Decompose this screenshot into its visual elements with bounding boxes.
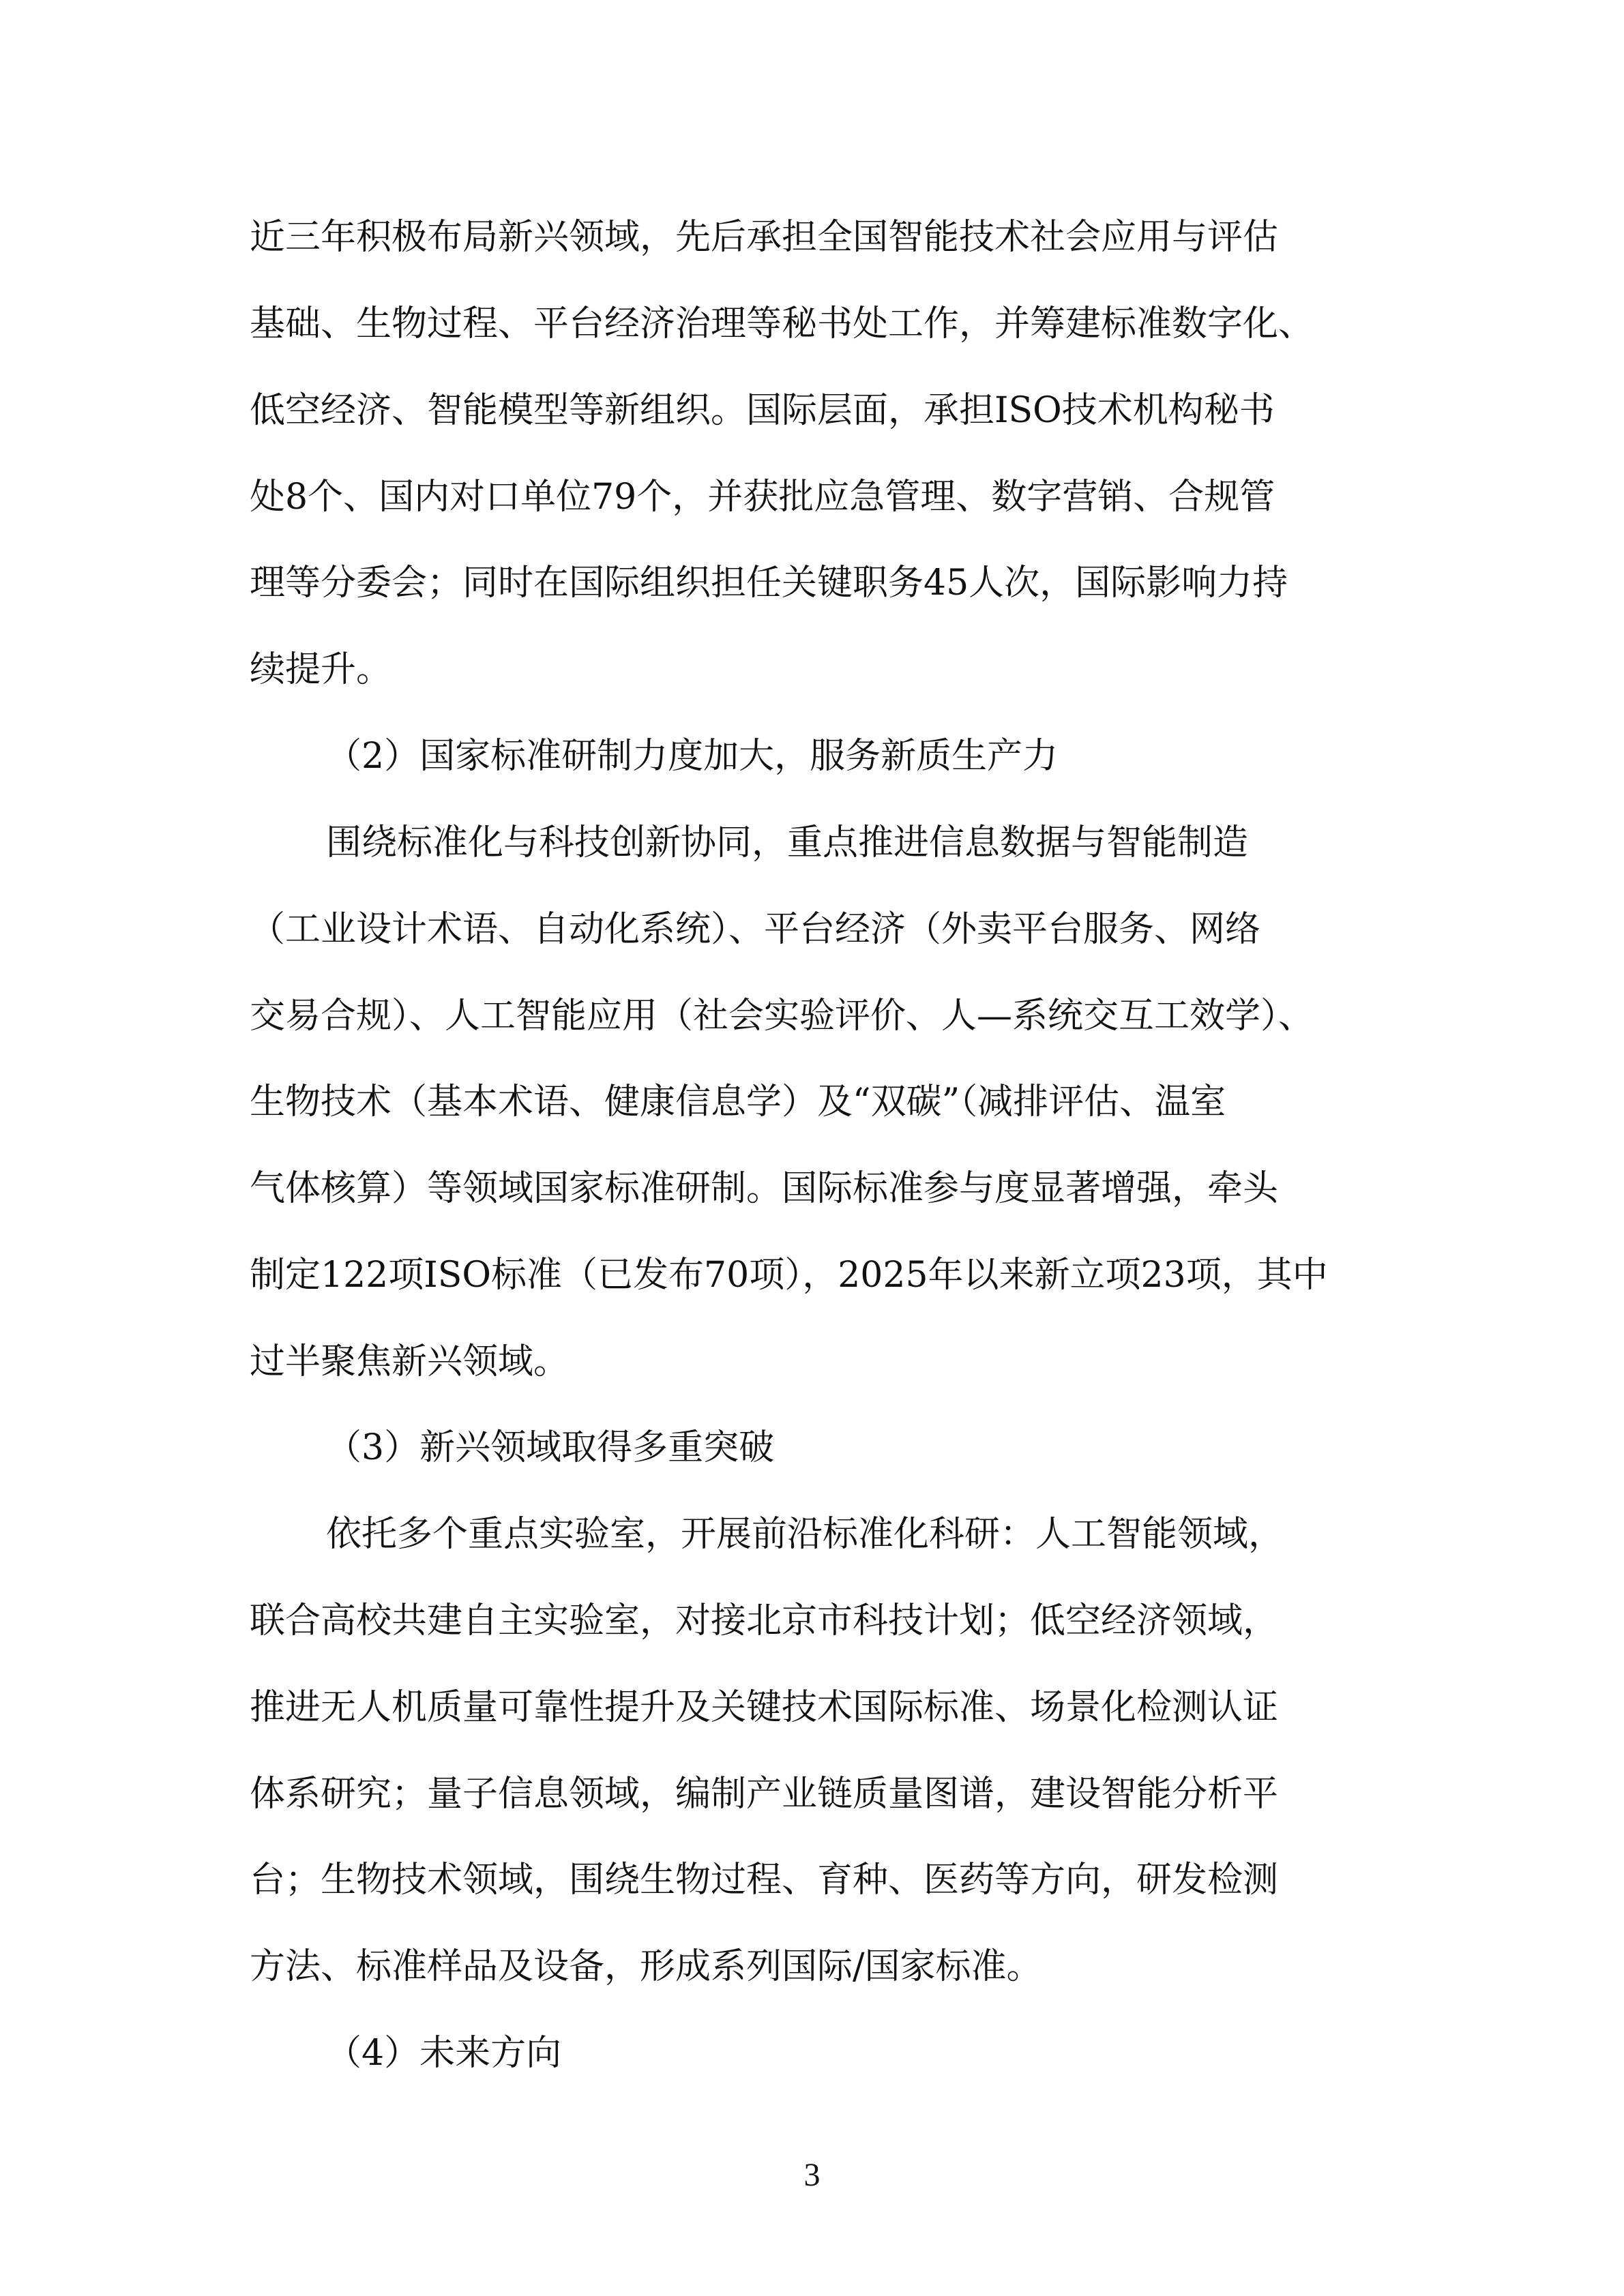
- body-text-line: 依托多个重点实验室，开展前沿标准化科研：人工智能领域，: [326, 1514, 1284, 1555]
- body-text-line: 交易合规）、人工智能应用（社会实验评价、人—系统交互工效学）、: [250, 996, 1314, 1037]
- body-text-line: （工业设计术语、自动化系统）、平台经济（外卖平台服务、网络: [250, 909, 1261, 950]
- body-text-line: 低空经济、智能模型等新组织。国际层面，承担ISO技术机构秘书: [250, 390, 1275, 431]
- body-text-line: 理等分委会；同时在国际组织担任关键职务45人次，国际影响力持: [250, 563, 1288, 603]
- section-heading: （2）国家标准研制力度加大，服务新质生产力: [326, 736, 1059, 777]
- body-text-line: 基础、生物过程、平台经济治理等秘书处工作，并筹建标准数字化、: [250, 303, 1314, 344]
- body-text-line: 体系研究；量子信息领域，编制产业链质量图谱，建设智能分析平: [250, 1774, 1279, 1815]
- body-text-line: 制定122项ISO标准（已发布70项），2025年以来新立项23项，其中: [250, 1255, 1328, 1296]
- body-text-line: 联合高校共建自主实验室，对接北京市科技计划；低空经济领域，: [250, 1600, 1279, 1641]
- body-text-line: 生物技术（基本术语、健康信息学）及“双碳”（减排评估、温室: [250, 1082, 1226, 1122]
- body-text-line: 近三年积极布局新兴领域，先后承担全国智能技术社会应用与评估: [250, 217, 1279, 258]
- body-text-line: 过半聚焦新兴领域。: [250, 1341, 570, 1382]
- body-text-line: 台；生物技术领域，围绕生物过程、育种、医药等方向，研发检测: [250, 1860, 1279, 1900]
- section-heading: （4）未来方向: [326, 2033, 562, 2074]
- page-number: 3: [803, 2157, 821, 2193]
- section-heading: （3）新兴领域取得多重突破: [326, 1427, 775, 1468]
- body-text-line: 围绕标准化与科技创新协同，重点推进信息数据与智能制造: [326, 822, 1249, 863]
- body-text-line: 方法、标准样品及设备，形成系列国际/国家标准。: [250, 1946, 1042, 1987]
- body-text-line: 处8个、国内对口单位79个，并获批应急管理、数字营销、合规管: [250, 477, 1275, 518]
- body-text-line: 续提升。: [250, 649, 392, 690]
- body-text-line: 气体核算）等领域国家标准研制。国际标准参与度显著增强，牵头: [250, 1168, 1279, 1209]
- body-text-line: 推进无人机质量可靠性提升及关键技术国际标准、场景化检测认证: [250, 1687, 1279, 1728]
